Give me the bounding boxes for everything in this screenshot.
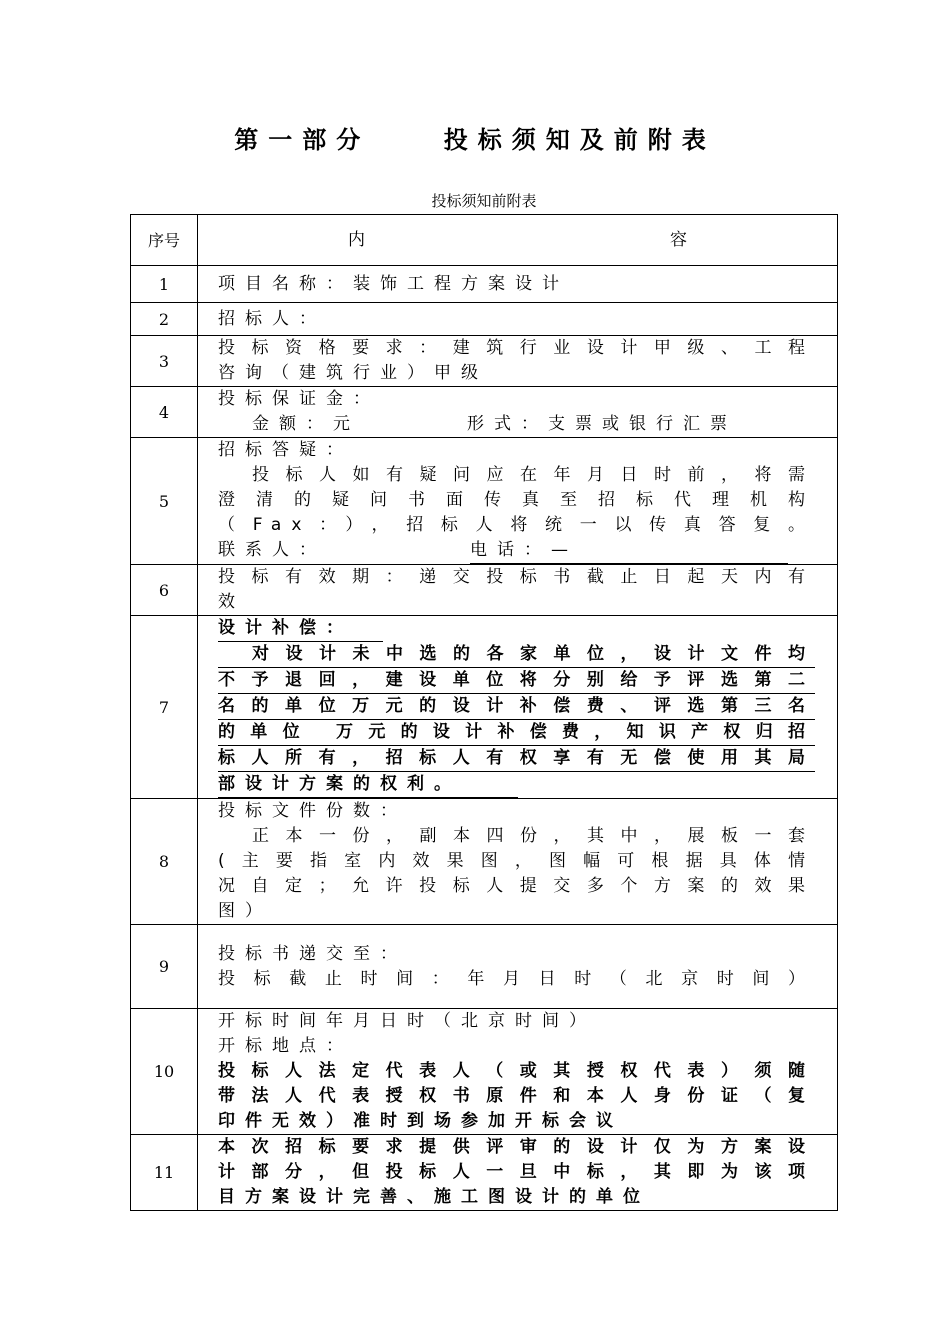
row-content — [198, 438, 838, 565]
header-content-right: 容 — [670, 229, 687, 250]
table-caption: 投标须知前附表 — [431, 192, 537, 210]
header-content-left: 内 — [348, 229, 365, 250]
row-line: 况自定；允许投标人提交多个方案的效果 — [218, 876, 815, 896]
row-line: 带法人代表授权书原件和本人身份证（复 — [218, 1086, 815, 1106]
row-line: 不予退回，建设单位将分别给予评选第二 — [218, 668, 815, 694]
row-line: 投标人法定代表人（或其授权代表）须随 — [218, 1061, 815, 1081]
row-line: （Fax：），招标人将统一以传真答复。 — [218, 515, 815, 535]
row-line: 名的单位万元的设计补偿费、评选第三名 — [218, 694, 815, 720]
header-content — [198, 215, 838, 266]
row-content — [198, 1135, 838, 1211]
row-number: 1 — [131, 266, 198, 303]
table-row — [131, 336, 838, 387]
row-line: 设计补偿： — [218, 616, 383, 642]
row-number: 11 — [131, 1135, 198, 1211]
row-number: 3 — [131, 336, 198, 387]
row-line: 计部分，但投标人一旦中标，其即为该项 — [218, 1162, 815, 1182]
table-row — [131, 925, 838, 1009]
row-number: 8 — [131, 799, 198, 925]
row-content — [198, 303, 838, 336]
table-row — [131, 1135, 838, 1211]
row-line: 印件无效）准时到场参加开标会议 — [218, 1111, 623, 1131]
row-line: (主要指室内效果图，图幅可根据具体情 — [218, 851, 815, 871]
deposit-amount: 金额：元 — [252, 414, 360, 434]
row-line: 开标时间年月日时（北京时间） — [218, 1011, 596, 1031]
row-line: 投标文件份数： — [218, 801, 407, 821]
row-line: 投标保证金： — [218, 389, 380, 409]
row-content — [198, 616, 838, 799]
row-line: 投标资格要求：建筑行业设计甲级、工程 — [218, 338, 815, 358]
page-title: 第一部分 投标须知及前附表 — [234, 126, 716, 154]
notice-table — [130, 214, 838, 1211]
header-seq: 序号 — [131, 215, 198, 266]
table-row — [131, 266, 838, 303]
row-number: 7 — [131, 616, 198, 799]
deposit-form: 形式：支票或银行汇票 — [467, 414, 737, 434]
row-line: 项目名称：装饰工程方案设计 — [218, 273, 569, 294]
table-row — [131, 387, 838, 438]
row-line: 部设计方案的权利。 — [218, 772, 518, 798]
row-content — [198, 1009, 838, 1135]
row-line: 对设计未中选的各家单位，设计文件均 — [218, 642, 815, 668]
table-row — [131, 438, 838, 565]
row-line: 正本一份，副本四份，其中，展板一套 — [252, 826, 815, 846]
row-line: 效 — [218, 592, 245, 612]
row-line: 开标地点： — [218, 1036, 353, 1056]
row-line: 投标有效期：递交投标书截止日起天内有 — [218, 567, 815, 587]
contact-phone: 电话：— — [470, 538, 788, 564]
row-number: 4 — [131, 387, 198, 438]
row-content — [198, 925, 838, 1009]
row-number: 6 — [131, 565, 198, 616]
row-line: 招标人： — [218, 308, 326, 329]
row-content — [198, 387, 838, 438]
row-number: 2 — [131, 303, 198, 336]
row-line: 招标答疑： — [218, 440, 353, 460]
row-line: 澄清的疑问书面传真至招标代理机构 — [218, 490, 815, 510]
row-number: 5 — [131, 438, 198, 565]
table-row — [131, 303, 838, 336]
row-number: 9 — [131, 925, 198, 1009]
row-line: 标人所有，招标人有权享有无偿使用其局 — [218, 746, 815, 772]
table-row — [131, 1009, 838, 1135]
contact-person: 联系人： — [218, 540, 326, 560]
row-line: 目方案设计完善、施工图设计的单位 — [218, 1187, 650, 1207]
row-content — [198, 799, 838, 925]
table-row — [131, 616, 838, 799]
row-line: 投标截止时间：年月日时（北京时间） — [218, 968, 815, 989]
table-row — [131, 565, 838, 616]
row-number: 10 — [131, 1009, 198, 1135]
row-line: 图） — [218, 901, 272, 921]
row-line: 本次招标要求提供评审的设计仅为方案设 — [218, 1137, 815, 1157]
row-line: 的单位 万元的设计补偿费，知识产权归招 — [218, 720, 815, 746]
row-content — [198, 266, 838, 303]
row-line: 投标人如有疑问应在年月日时前，将需 — [252, 465, 815, 485]
row-line: 咨询（建筑行业）甲级 — [218, 363, 488, 383]
row-content — [198, 336, 838, 387]
table-header-row — [131, 215, 838, 266]
table-row — [131, 799, 838, 925]
row-content — [198, 565, 838, 616]
row-line: 投标书递交至： — [218, 943, 407, 964]
